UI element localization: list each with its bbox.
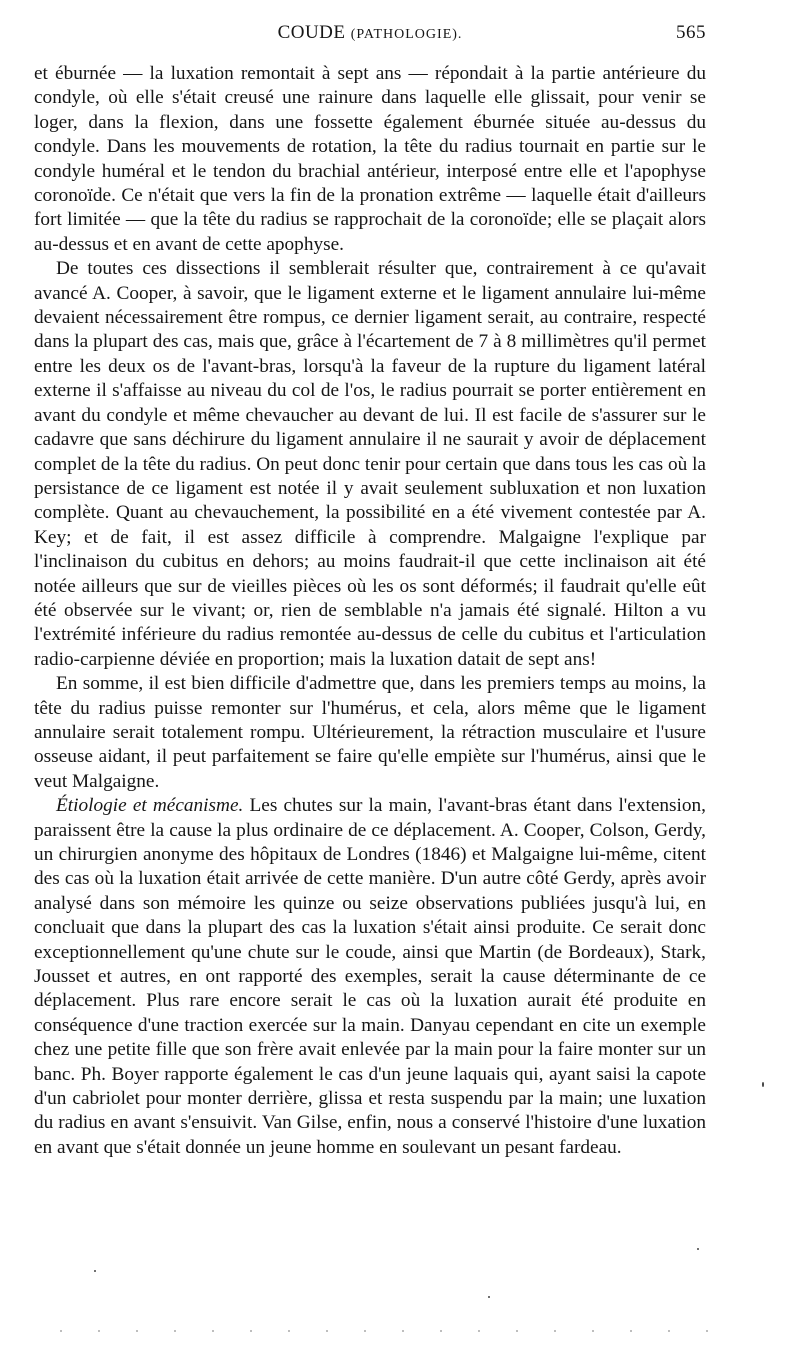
paragraph-4-text: Les chutes sur la main, l'avant-bras étant dans l'extension, paraissent être la cause la plus ordinaire de ce déplacement. A. Cooper, Colson, Gerdy, un chirurgien anonyme des hôpitaux de Londres (1846) et Malgaigne lui-même, citent des cas où la luxation était arrivée de cette manière. D'un autre côté Gerdy, après avoir analysé dans son mémoire les quinze ou seize observations publiées jusqu'à lui, en concluait que dans la plupart des cas la luxation s'était ainsi produite. Ce serait donc exceptionnellement qu'une chute sur le coude, ainsi que Martin (de Bordeaux), Stark, Jousset et autres, en ont rapporté des exemples, serait la cause déterminante de ce déplacement. Plus rare encore serait le cas où la luxation aurait été produite en conséquence d'une traction exercée sur la main. Danyau cependant en cite un exemple chez une petite fille que son frère avait enlevée par la main pour la faire monter sur un banc. Ph. Boyer rapporte également le cas d'un jeune laquais qui, ayant saisi la capote d'un cabriolet pour monter derrière, glissa et resta suspendu par la main; une luxation du radius en avant s'ensuivit. Van Gilse, enfin, nous a conservé l'histoire d'une luxation en avant que s'était donnée un jeune homme en soulevant un pesant fardeau. (34, 795, 706, 1158)
scan-speck (488, 1296, 490, 1298)
running-title-main: COUDE (277, 22, 346, 43)
scan-speck (94, 1270, 96, 1272)
section-heading-etiologie: Étiologie et mécanisme. (56, 795, 244, 817)
running-header (34, 22, 706, 48)
scan-noise (60, 1330, 720, 1332)
paragraph-3: En somme, il est bien difficile d'admettre que, dans les premiers temps au moins, la tête du radius puisse remonter sur l'humérus, et cela, alors même que le ligament annulaire serait totalement rompu. Ultérieurement, la rétraction musculaire et l'usure osseuse aidant, il peut parfaitement se faire qu'elle empiète sur l'humérus, ainsi que le veut Malgaigne. (34, 673, 706, 792)
page-number: 565 (676, 22, 706, 43)
running-title (34, 22, 706, 44)
paragraph-1: et éburnée — la luxation remontait à sept ans — répondait à la partie antérieure du condyle, où elle s'était creusé une rainure dans laquelle elle glissait, pour venir se loger, dans la flexion, dans une fossette également éburnée située au-dessus du condyle. Dans les mouvements de rotation, la tête du radius tournait en partie sur le condyle huméral et le tendon du brachial antérieur, interposé entre elle et l'apophyse coronoïde. Ce n'était que vers la fin de la pronation extrême — laquelle était d'ailleurs fort limitée — que la tête du radius se rapprochait de la coronoïde; elle se plaçait alors au-dessus et en avant de cette apophyse. (34, 63, 706, 255)
body-text (34, 62, 706, 1160)
paragraph-2: De toutes ces dissections il semblerait résulter que, contrairement à ce qu'avait avancé A. Cooper, à savoir, que le ligament externe et le ligament annulaire lui-même devaient nécessairement être rompus, ce dernier ligament serait, au contraire, respecté dans la plupart des cas, mais que, grâce à l'écartement de 7 à 8 millimètres qu'il permet entre les deux os de l'avant-bras, lorsqu'à la faveur de la rupture du ligament latéral externe il s'affaisse au niveau du col de l'os, le radius pourrait se porter entièrement en avant du condyle et même chevaucher au devant de lui. Il est facile de s'assurer sur le cadavre que sans déchirure du ligament annulaire il ne saurait y avoir de déplacement complet de la tête du radius. On peut donc tenir pour certain que dans tous les cas où la persistance de ce ligament est notée il y avait seulement subluxation et non luxation complète. Quant au chevauchement, la possibilité en a été vivement contestée par A. Key; et de fait, il est assez difficile à comprendre. Malgaigne l'explique par l'inclinaison du cubitus en dehors; au moins faudrait-il que cette inclinaison ait été notée ailleurs que sur de vieilles pièces où les os sont déformés; il faudrait qu'elle eût été observée sur le vivant; or, rien de semblable n'a jamais été signalé. Hilton a vu l'extrémité inférieure du radius remontée au-dessus de celle du cubitus et l'articulation radio-carpienne déviée en proportion; mais la luxation datait de sept ans! (34, 258, 706, 670)
paragraph-4 (34, 794, 706, 1160)
running-title-sub: (PATHOLOGIE). (350, 27, 463, 42)
scan-speck (762, 1082, 764, 1087)
scan-speck (697, 1248, 699, 1250)
